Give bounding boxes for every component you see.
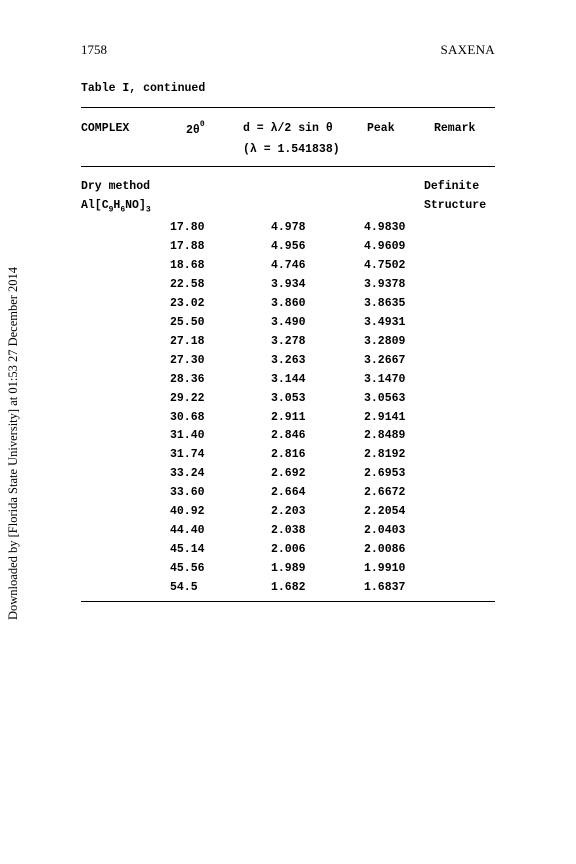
cell-peak: 2.0403 — [364, 524, 406, 538]
cell-two-theta: 33.60 — [170, 486, 205, 500]
running-head: SAXENA — [440, 42, 495, 57]
cell-d-spacing: 3.053 — [271, 391, 306, 405]
cell-d-spacing: 1.682 — [271, 581, 306, 594]
page-number: 1758 — [81, 42, 107, 57]
remark-line-2: Structure — [424, 199, 487, 212]
formula-sub-3: 3 — [145, 205, 151, 215]
cell-peak: 3.9378 — [364, 277, 406, 291]
header-peak: Peak — [367, 122, 395, 135]
cell-peak: 3.2809 — [364, 334, 406, 348]
cell-peak: 1.6837 — [364, 581, 406, 594]
table-top-rule — [81, 107, 495, 108]
table-header-rule — [81, 166, 495, 167]
cell-two-theta: 45.56 — [170, 562, 205, 576]
cell-peak: 2.2054 — [364, 505, 406, 519]
cell-d-spacing: 1.989 — [271, 562, 306, 576]
cell-peak: 3.1470 — [364, 372, 406, 386]
table-title: Table I, continued — [81, 82, 206, 95]
cell-peak: 4.9609 — [364, 239, 406, 253]
cell-peak: 2.8489 — [364, 429, 406, 443]
cell-two-theta: 54.5 — [170, 581, 198, 594]
formula-part-h: H — [113, 199, 121, 212]
cell-peak: 4.9830 — [364, 221, 406, 234]
cell-two-theta: 18.68 — [170, 258, 205, 272]
cell-peak: 2.8192 — [364, 448, 406, 462]
cell-peak: 2.9141 — [364, 410, 406, 424]
formula-sub-6: 6 — [120, 205, 126, 215]
cell-d-spacing: 3.144 — [271, 372, 306, 386]
cell-peak: 3.8635 — [364, 296, 406, 310]
cell-d-spacing: 2.846 — [271, 429, 306, 443]
cell-d-spacing: 2.203 — [271, 505, 306, 519]
cell-peak: 3.4931 — [364, 315, 406, 329]
cell-d-spacing: 2.664 — [271, 486, 306, 500]
header-two-theta-text: 2θ — [186, 123, 200, 137]
cell-two-theta: 30.68 — [170, 410, 205, 424]
cell-d-spacing: 3.278 — [271, 334, 306, 348]
header-complex: COMPLEX — [81, 122, 130, 135]
cell-d-spacing: 3.490 — [271, 315, 306, 329]
cell-d-spacing: 4.746 — [271, 258, 306, 272]
cell-two-theta: 27.30 — [170, 353, 205, 367]
cell-two-theta: 33.24 — [170, 467, 205, 481]
cell-d-spacing: 4.978 — [271, 221, 306, 234]
cell-d-spacing: 2.911 — [271, 410, 306, 424]
cell-d-spacing: 2.038 — [271, 524, 306, 538]
cell-two-theta: 44.40 — [170, 524, 205, 538]
cell-two-theta: 23.02 — [170, 296, 205, 310]
cell-two-theta: 27.18 — [170, 334, 205, 348]
cell-two-theta: 31.74 — [170, 448, 205, 462]
cell-peak: 2.6672 — [364, 486, 406, 500]
cell-peak: 2.6953 — [364, 467, 406, 481]
cell-peak: 2.0086 — [364, 543, 406, 557]
cell-two-theta: 45.14 — [170, 543, 205, 557]
cell-d-spacing: 2.816 — [271, 448, 306, 462]
download-notice: Downloaded by [Florida State University] at 01:53 27 December 2014 — [6, 266, 20, 620]
cell-d-spacing: 3.860 — [271, 296, 306, 310]
cell-two-theta: 28.36 — [170, 372, 205, 386]
header-two-theta-sup: 0 — [199, 120, 205, 129]
cell-peak: 3.2667 — [364, 353, 406, 367]
table-bottom-rule — [81, 601, 495, 602]
formula-sub-9: 9 — [108, 205, 114, 215]
cell-peak: 4.7502 — [364, 258, 406, 272]
cell-two-theta: 40.92 — [170, 505, 205, 519]
complex-formula — [81, 199, 151, 217]
cell-two-theta: 17.80 — [170, 221, 205, 234]
header-remark: Remark — [434, 122, 476, 135]
cell-d-spacing: 3.263 — [271, 353, 306, 367]
cell-two-theta: 22.58 — [170, 277, 205, 291]
cell-d-spacing: 3.934 — [271, 277, 306, 291]
cell-two-theta: 29.22 — [170, 391, 205, 405]
remark-line-1: Definite — [424, 180, 480, 193]
header-lambda-note: (λ = 1.541838) — [243, 143, 340, 156]
cell-peak: 3.0563 — [364, 391, 406, 405]
cell-two-theta: 31.40 — [170, 429, 205, 443]
cell-d-spacing: 2.692 — [271, 467, 306, 481]
header-two-theta — [186, 122, 205, 137]
cell-d-spacing: 2.006 — [271, 543, 306, 557]
cell-two-theta: 25.50 — [170, 315, 205, 329]
cell-d-spacing: 4.956 — [271, 239, 306, 253]
complex-method: Dry method — [81, 180, 151, 193]
header-d-formula: d = λ/2 sin θ — [243, 122, 333, 135]
cell-two-theta: 17.88 — [170, 239, 205, 253]
cell-peak: 1.9910 — [364, 562, 406, 576]
formula-part: Al[C — [81, 199, 109, 212]
formula-part-no: NO] — [125, 199, 146, 212]
